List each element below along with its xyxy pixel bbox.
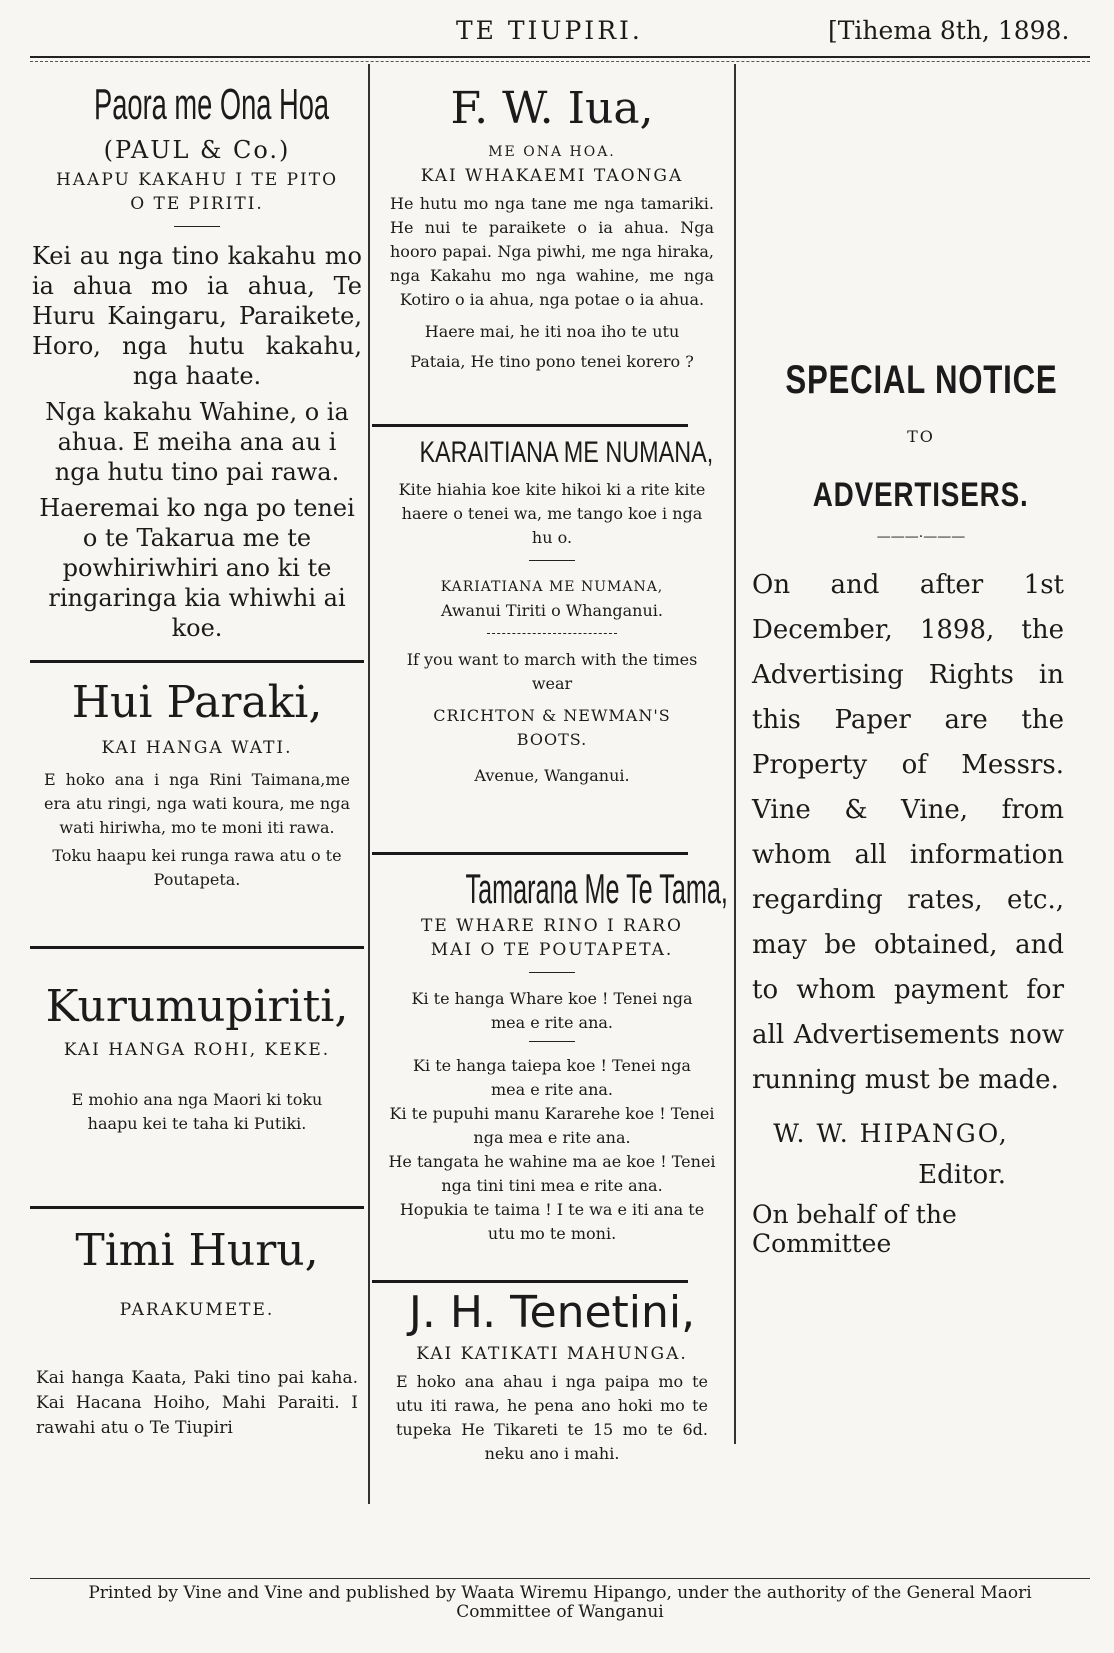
- ad-tenetini: [378, 1288, 726, 1466]
- ad-brand: CRICHTON & NEWMAN'S: [433, 706, 671, 725]
- imprint-line: Printed by Vine and Vine and published by Waata Wiremu Hipango, under the authority of the General Maori: [88, 1583, 1032, 1603]
- footer-rule: [30, 1578, 1090, 1579]
- notice-heading: SPECIAL NOTICE: [784, 358, 1058, 402]
- ad-body: E mohio ana nga Maori ki toku haapu kei te taha ki Putiki.: [71, 1090, 323, 1133]
- section-rule: [30, 946, 364, 949]
- section-rule: [372, 852, 688, 855]
- ad-tagline: KAI WHAKAEMI TAONGA: [420, 166, 684, 186]
- page-header: [0, 16, 1114, 46]
- ad-body: Toku haapu kei runga rawa atu o te Poutapeta.: [52, 846, 342, 889]
- ad-body: Nga kakahu Wahine, o ia ahua. E meiha ana au i nga hutu tino pai rawa.: [45, 398, 349, 486]
- special-notice: [746, 358, 1096, 1258]
- ornament-divider: ———·———: [876, 529, 966, 545]
- ad-body: Kei au nga tino kakahu mo ia ahua mo ia ahua, Te Huru Kaingaru, Paraikete, Horo, nga hutu kakahu, nga haate.: [32, 242, 362, 390]
- ad-title: F. W. Iua,: [450, 83, 654, 134]
- separator: [529, 560, 575, 561]
- imprint-line: Committee of Wanganui: [456, 1602, 664, 1622]
- ad-tagline: KAI HANGA ROHI, KEKE.: [63, 1040, 331, 1060]
- ad-tagline: O TE PIRITI.: [130, 194, 264, 214]
- ad-title: Kurumupiriti,: [45, 981, 349, 1032]
- ad-body: He hutu mo nga tane me nga tamariki. He nui te paraikete o ia ahua. Nga hooro papai. Nga piwhi, me nga hiraka, nga Kakahu mo nga wahine, me nga Kotiro o ia ahua, nga potae o ia ahua.: [390, 194, 714, 309]
- ad-address: Avenue, Wanganui.: [474, 766, 630, 785]
- ad-tamarana: [378, 864, 726, 1246]
- column-divider-right: [734, 64, 736, 1444]
- ad-title: KARAITIANA ME NUMANA,: [419, 436, 714, 469]
- ad-subtitle: (PAUL & Co.): [103, 136, 291, 164]
- ad-title: Paora me Ona Hoa: [94, 80, 330, 129]
- ad-tagline: KAI KATIKATI MAHUNGA.: [416, 1344, 688, 1364]
- ad-body: E hoko ana ahau i nga paipa mo te utu iti rawa, he pena ano hoki mo te tupeka He Tikareti te 15 mo te 6d. neku ano i mahi.: [396, 1372, 708, 1463]
- ad-title: Timi Huru,: [75, 1225, 319, 1276]
- ad-hui-paraki: [22, 678, 372, 892]
- ad-body: Kite hiahia koe kite hikoi ki a rite kite haere o tenei wa, me tango koe i nga hu o.: [398, 480, 706, 547]
- ad-tagline: KAI HANGA WATI.: [101, 738, 293, 758]
- separator: [487, 633, 617, 634]
- ad-tagline: PARAKUMETE.: [119, 1300, 275, 1320]
- ad-body: Ki te hanga taiepa koe ! Tenei nga mea e rite ana.: [413, 1056, 691, 1099]
- ad-body: Haere mai, he iti noa iho te utu: [424, 322, 680, 341]
- newspaper-title: TE TIUPIRI.: [456, 16, 643, 45]
- ad-paora: [22, 80, 372, 643]
- ad-body: Hopukia te taima ! I te wa e iti ana te utu mo te moni.: [399, 1200, 705, 1243]
- ad-tagline: ME ONA HOA.: [488, 144, 616, 160]
- ad-body: Ki te pupuhi manu Kararehe koe ! Tenei nga mea e rite ana.: [389, 1104, 715, 1147]
- ad-title: Tamarana Me Te Tama,: [465, 865, 728, 912]
- notice-signer: W. W. HIPANGO,: [773, 1119, 1009, 1148]
- ad-tagline: MAI O TE POUTAPETA.: [430, 940, 674, 960]
- ad-title: Hui Paraki,: [71, 677, 323, 728]
- ad-karaitiana: [378, 436, 726, 788]
- header-rule: [30, 56, 1090, 58]
- ad-signature: KARIATIANA ME NUMANA,: [440, 579, 664, 595]
- ad-brand: BOOTS.: [516, 730, 588, 749]
- separator: [529, 972, 575, 973]
- notice-to: TO: [907, 427, 935, 446]
- ad-body: E hoko ana i nga Rini Taimana,me era atu ringi, nga wati koura, me nga wati hiriwha, mo te moni iti rawa.: [44, 770, 350, 837]
- notice-role: Editor.: [918, 1160, 1006, 1190]
- section-rule: [30, 660, 364, 663]
- ad-body: Haeremai ko nga po tenei o te Takarua me te powhiriwhiri ano ki te ringaringa kia whiwhi ai koe.: [39, 494, 355, 642]
- ad-title: J. H. Tenetini,: [408, 1287, 696, 1338]
- separator: [174, 226, 220, 227]
- notice-behalf: On behalf of the Committee: [752, 1200, 957, 1258]
- ad-tagline: HAAPU KAKAHU I TE PITO: [55, 170, 339, 190]
- header-rule-dashed: [30, 61, 1090, 62]
- section-rule: [372, 1280, 688, 1283]
- ad-tagline: TE WHARE RINO I RARO: [420, 916, 683, 936]
- ad-kurumupiriti: [22, 982, 372, 1136]
- ad-signature: Awanui Tiriti o Whanganui.: [441, 601, 663, 620]
- ad-body: He tangata he wahine ma ae koe ! Tenei nga tini tini mea e rite ana.: [388, 1152, 716, 1195]
- issue-date: [Tihema 8th, 1898.: [828, 16, 1070, 45]
- ad-timi-huru: [22, 1226, 372, 1441]
- separator: [529, 1041, 575, 1042]
- ad-body: If you want to march with the times wear: [406, 650, 698, 693]
- section-rule: [30, 1206, 364, 1209]
- ad-body: Kai hanga Kaata, Paki tino pai kaha. Kai Hacana Hoiho, Mahi Paraiti. I rawahi atu o Te Tiupiri: [36, 1368, 358, 1438]
- notice-body: On and after 1st December, 1898, the Advertising Rights in this Paper are the Property of Messrs. Vine & Vine, from whom all information regarding rates, etc., may be obtained, and to whom payment for all Advertisements now running must be made.: [752, 570, 1064, 1095]
- ad-body: Pataia, He tino pono tenei korero ?: [410, 352, 694, 371]
- ad-body: Ki te hanga Whare koe ! Tenei nga mea e rite ana.: [411, 989, 693, 1032]
- ad-iua: [378, 84, 726, 374]
- imprint: [30, 1584, 1090, 1622]
- section-rule: [372, 424, 688, 427]
- notice-audience: ADVERTISERS.: [813, 476, 1029, 514]
